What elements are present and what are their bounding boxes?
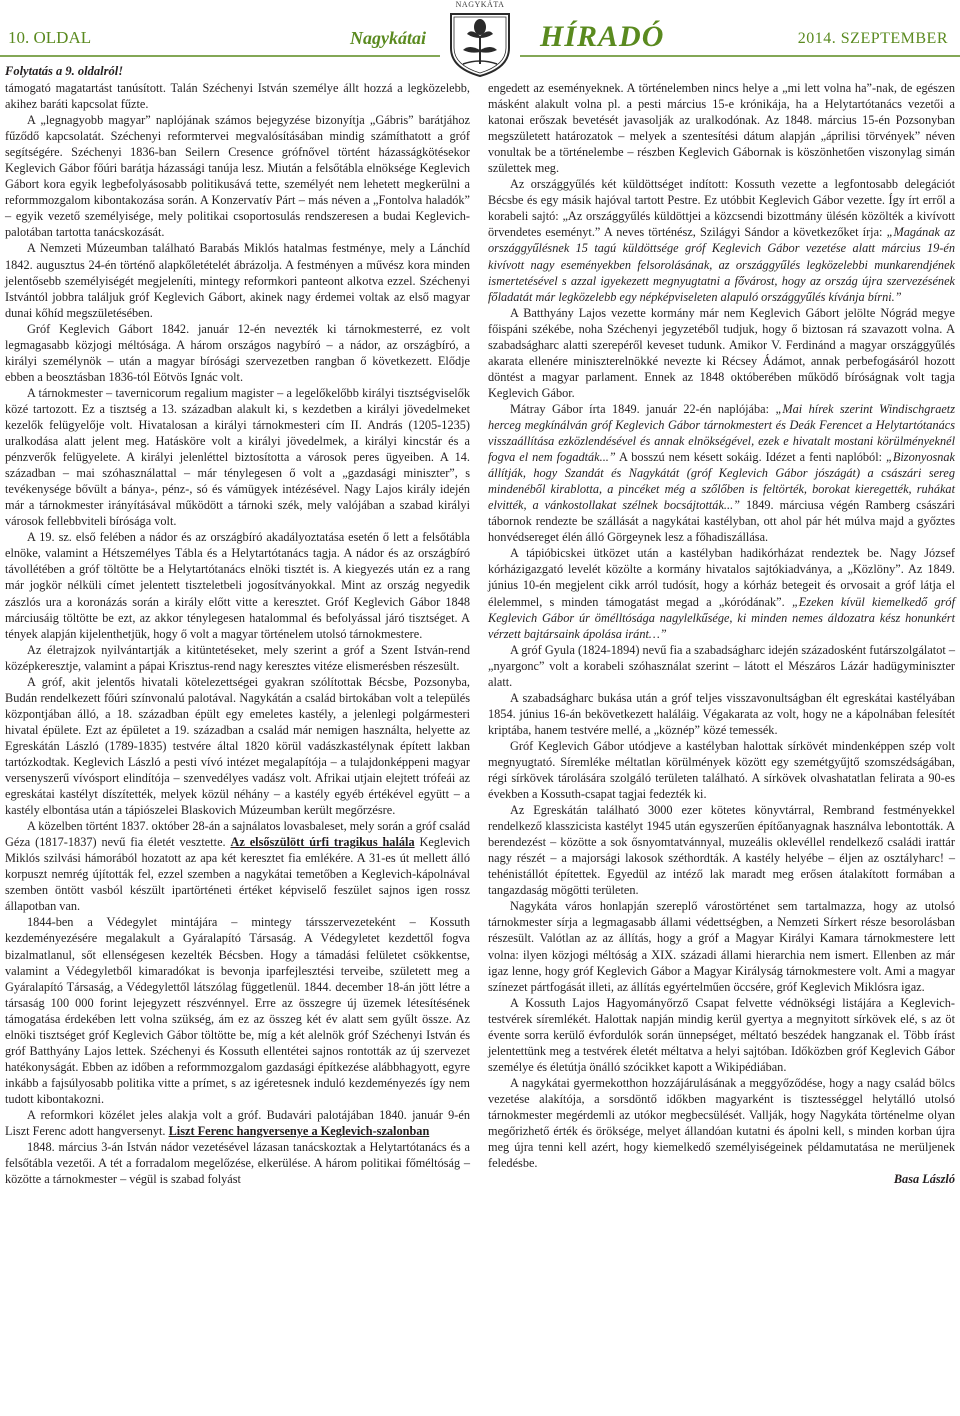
paragraph-text: A tápióbicskei ütközet után a kastélyban hadikórházat rendeztek be. Nagy József kórházigazgató levelét közölte a kormány hivatalos sajtókiadványa, a „Közlöny”. Az 1849. június 10-én megjelent cikk arról tudósít, hogy a kórház betegeit és orvosait a gróf látja el élelemmel, s minden támogatást megad a „kóródának”. bbox=[488, 546, 955, 609]
paragraph: A Batthyány Lajos vezette kormány már nem Keglevich Gábort jelölte Nógrád megye főispáni székébe, noha Széchenyi jegyzetéből tudjuk, hogy ő biztosan rá szavazott volna. A szabadságharc alatti szerepéről keveset tudunk. Amikor V. Ferdinánd a magyar országgyűlés akarata ellenére miniszterelnökké nevezte ki Récsey Ádámot, annak perbefogásáról hozott döntést a magyar parlament. Ennek az 1848 októberében működő bíróságnak volt tagja Keglevich Gábor. bbox=[488, 305, 955, 400]
paragraph-text: 1849. márciusa végén Ramberg császári tábornok rendezte be szállását a nagykátai kastélyban, ott ahol pár hét múlva majd a győztes honvédsereget élén álló Görgeynek lesz a főhadiszállása. bbox=[488, 498, 955, 545]
subheading-underlined: Az elsőszülött úrfi tragikus halála bbox=[230, 835, 415, 850]
right-column bbox=[488, 80, 955, 1187]
quote: „Mai hírek szerint Windischgraetz herceg megkínálván gróf Keglevich Gábor tárnokmestert és Deák Ferencet a Helytartótanács visszaállítása ezközlendésével és annak elnökségével, ezek e hivatalt mostani körülményeknél fogva el nem fogadták...” bbox=[488, 401, 955, 465]
paragraph-text: A bosszú nem késett sokáig. Idézet a fenti naplóból: bbox=[619, 450, 883, 465]
author-signature: Basa László bbox=[893, 1172, 955, 1187]
paragraph: A Nemzeti Múzeumban található Barabás Miklós hatalmas festménye, mely a Lánchíd 1842. augusztus 24-én történő alapkőletételét ábrázolja. A festményen a művész kora minden jelentősebb személyiségét megjeleníti, mintegy reformkori panteont alkotva ezzel. Széchenyi Istvántól jobbra találjuk gróf Keglevich Gábort, akinek nagy érdemei voltak az első magyar dunai kőhíd megszületésében. bbox=[5, 241, 470, 320]
quote: „Ezeken kívül kiemelkedő gróf Keglevich Gábor úr ömélltósága nagylelkűsége, ki minden nemes áldozatra kész honunkért vérzett bajtársaink ápolása iránt…” bbox=[488, 594, 955, 641]
paragraph-text: Keglevich Miklós szilvási hámorából hozatott az apa két keresztet fia emlékére. A 31-es út mellett álló korpuszt nemrég újították fel, ezzel szemben a nagykátai temetőben a Keglevich-kápolnával szemben öntött vasból készült ipartörténeti értéket képviselő feszület sajnos igen rossz állapotban van. bbox=[5, 835, 471, 914]
paragraph: 1844-ben a Védegylet mintájára – mintegy társszervezeteként – Kossuth kezdeményezésére megalakult a Gyáralapító Társaság. A Védegyletet kezdettől fogva bizalmatlanul, sőt ellenségesen kezelték Bécsben. Hogy a támadási felületet csökkentse, valamint a Védegyletből kimaradókat is bevonja iparfejlesztési terveibe, született meg a Gyáralapító Társaság, a Védegylettől látszólag függetlenül. 1844. december 18-án jött létre a társaság 100 000 forint lejegyzett részvénnyel. Erre az összegre új üzemek létesítésének támogatása érdekében lett volna szükség, ám ez az összeg két év alatt sem gyűlt össze. Az elnöki tisztséget gróf Keglevich Gábor töltötte be, míg a két alelnök gróf Széchenyi István és gróf Batthyány Lajos lettek. Széchenyi és Kossuth ellentétei sajnos rontották az új szervezet hatékonyságát. Ebben az időben a reformmozgalom gazdasági építkezése alábbhagyott, egyre inkább a fajsúlyosabb politika vitte a prímet, s az igéretesnek induló kezdeményezés így nem tudott kibontakozni. bbox=[5, 915, 470, 1106]
paragraph: támogató magatartást tanúsított. Talán Széchenyi István személye állt hozzá a legközelebb, akihez baráti kapcsolat fűzte. bbox=[5, 81, 470, 112]
continuation-note: Folytatás a 9. oldalról! bbox=[5, 64, 124, 78]
issue-date: 2014. SZEPTEMBER bbox=[797, 30, 948, 47]
paragraph: 1848. március 3-án István nádor vezetésével lázasan tanácskoztak a Helytartótanács és a felsőtábla vezetői. A tét a forradalom megelőzése, elkerülése. A három politikai főméltóság – közötte a tárnokmester – végül is szabad folyást bbox=[5, 1140, 470, 1187]
quote: „Bizonyosnak állítják, hogy Szandát és Nagykátát (gróf Keglevich Gábor jószágát) a császári sereg mindenéből kirablotta, a pincéket még a szőlőben is feltörték, borokat kieregették, ruhákat elvitték, a vánkostollakat szélnek bocsájtották...” bbox=[488, 450, 956, 513]
masthead-hirado: HÍRADÓ bbox=[540, 20, 665, 53]
coat-of-arms-icon bbox=[443, 2, 517, 78]
quote: „Magának az országgyűlésnek 15 tagú küldöttsége gróf Keglevich Gábor vezetése alatt március 19-én kivívott nagy eseményekben felsorolásának, az országgyűlés legközelebbi munkarendjének ismertetésével s azzal igyekezett megnyugtatni a fővárost, hogy az ország újra szervezésének főladatát már legközelebb egy népképviseleten alapuló országgyűlés kívánja bírni.” bbox=[488, 225, 956, 304]
paragraph: Az életrajzok nyilvántartják a kitüntetéseket, mely szerint a gróf a Szent István-rend középkeresztje, valamint a pápai Krisztus-rend nagy keresztes vitéze elismerésben részesült. bbox=[5, 642, 470, 673]
paragraph-text: Mátray Gábor írta 1849. január 22-én naplójába: bbox=[510, 401, 770, 416]
paragraph: A nagykátai gyermekotthon hozzájárulásának a meggyőződése, hogy a nagy család bölcs vezetése alakítója, a sorsdöntő időkben magyarként is tisztességgel helytálló utolsó tárnokmester megérdemli az utókor megbecsülését. Vallják, hogy Nagykáta történelme olyan megőrizhető érték és öröksége, melyet állandóan kutatni és ápolni kell, s minden korban újra meg újra tenni kell azért, hogy kiemelkedő személyiségeinek példamutatása ne merüljenek feledésbe. bbox=[488, 1075, 955, 1171]
paragraph: A szabadságharc bukása után a gróf teljes visszavonultságban élt egreskátai kastélyában 1854. június 16-án bekövetkezett haláláig. Végakarata az volt, hogy ne a kápolnában felesítét kriptába, hanem testvére mellé, a „köznép” közé temessék. bbox=[488, 690, 955, 737]
paragraph: engedett az eseményeknek. A történelemben nincs helye a „mi lett volna ha”-nak, de egészen másként alakult volna pl. a pesti március 15-e krónikája, ha a Helytartótanács vezetői a katonai erőszak bevetését javasolják az uralkodónak. Az 1848. március 15-én Pozsonyban megszületett határozatok – melyek a szentesítési dátum alapján „áprilisi törvények” néven vonultak be a történelembe – részben Keglevich Gábornak is köszönhetően viszonylag simán születtek meg. bbox=[488, 81, 955, 176]
page-number: 10. OLDAL bbox=[8, 28, 92, 47]
crest-label: NAGYKÁTA bbox=[455, 0, 505, 9]
paragraph: Gróf Keglevich Gábort 1842. január 12-én nevezték ki tárnokmesterré, ez volt legmagasabb közjogi méltósága. A három országos nagybíró – a nádor, az országbíró, a királyi személynök – után a magyar bírósági szervezetben rangban ő következett. Elődje ebben a beosztásban 1836-tól Eötvös Ignác volt. bbox=[5, 321, 470, 384]
masthead-nagykatai: Nagykátai bbox=[350, 28, 426, 48]
paragraph: A gróf Gyula (1824-1894) nevű fia a szabadságharc idején századosként futárszolgálatot – „nyargonc” volt a korabeli szóhasználat szerint – látott el Mészáros Lázár hadügyminiszter alatt. bbox=[488, 642, 955, 689]
paragraph bbox=[5, 1107, 470, 1139]
paragraph bbox=[488, 176, 955, 304]
paragraph: A 19. sz. első felében a nádor és az országbíró akadályoztatása esetén ő lett a felsőtábla elnöke, valamint a Hétszemélyes Tábla és a Helytartótanács tagja. A nádor és az országbíró távollétében a gróf töltötte be a Helytartótanács elnöki tisztét is. A kiegyezés után ez a rang már jogkör nélküli címet jelentett tiszteletbeli jogosítványokkal. Mint az ország negyedik zászlós ura a koronázás során a király előtt vitte a keresztet. Gróf Keglevich Gábor 1848 márciusáig töltötte be ezt, az akkor ténylegesen hatalommal és befolyással járó tisztséget. A tények alapján kijelenthetjük, hogy ő volt a magyar történelem utolsó tárnokmestere. bbox=[5, 530, 470, 641]
paragraph: Nagykáta város honlapján szereplő várostörténet sem tartalmazza, hogy az utolsó tárnokmester sírja a legmagasabb állami védettségben, a Nemzeti Sírkert része besorolásban részesült. Valótlan az az állítás, hogy a gróf a Magyar Királyi Kamara tárnokmestere lett volna: ilyen közjogi méltóság a XIX. századi állami hierarchia nem ismert. Ellenben az már igaz lenne, hogy gróf Keglevich Gábor a Magyar Királyság tárnokmestere volt. Ami a magyar színezet pártfogását illeti, az állítás egyértelműen öccsére, gróf Keglevich Miklósra igaz. bbox=[488, 899, 955, 994]
paragraph: A „legnagyobb magyar” naplójának számos bejegyzése bizonyítja „Gábris” barátjához fűződő kapcsolatát. Széchenyi reformtervei megvalósításában mindig számíthatott a gróf segítségére. Széchenyi 1836-ban Seilern Cresence grófnővel történt házasságkötésekor Keglevich Gábor főúri barátja házassági tanúja lesz. Miután a felsőtábla elnöksége Keglevich Gábort kora egyik legbefolyásosabb politikusává tette, személyét nem lehetett megkerülni a reformmozgalom kibontakozása során. A Konzervatív Párt – más néven a „Fontolva haladók” – egyik vezető személyisége, mely politikai csoportosulás rendszeresen a budai Keglevich-palotában tartotta tanácskozását. bbox=[5, 113, 470, 240]
paragraph: Az Egreskátán található 3000 ezer kötetes könyvtárral, Rembrand festményekkel rendelkező klasszicista kastélyt 1945 után egyszerűen építőanyagnak használva lebontották. A berendezést – közötte a sok ősnyomtatvánnyal, muzeális oklevéllel rendelkező családi irattár nagy részét – a majorsági lakosok széthordták. A kastély helyébe – éljen az osztályharc! – tehénistállót építettek. Egyedül az intéző lak maradt meg erősen átalakított formában a tangazdaság mögötti területen. bbox=[488, 803, 955, 898]
paragraph bbox=[488, 545, 955, 641]
paragraph: A tárnokmester – tavernicorum regalium magister – a legelőkelőbb királyi tisztségviselők közé tartozott. Ez a tisztség a 13. században alakult ki, s kezdetben a királyi jövedelmeket kezelők felügyelője volt. Hivatalosan a királyi tárnokmesteri cím II. András (1205-1235) uralkodása alatt jelent meg. Hatásköre volt a királyi jövedelmek, a királyi kincstár és a pénzverők felügyelete. A királyi jelenléttel biztosította a városok peres ügyeiben. A 14. században – mai szóhasználattal – már ténylegesen ő volt a „gazdasági miniszter”, s tevékenysége bővült a bánya-, pénz-, só és vámügyek intézésével. Nagy Lajos király idején már a tárnokmester irányításával működött a tárnoki szék, mely valójában a szabad királyi városok fellebbviteli bírósága volt. bbox=[5, 385, 470, 529]
paragraph: A gróf, akit jelentős hivatali kötelezettségei gyakran szólítottak Bécsbe, Pozsonyba, Budán rendelkezett főúri színvonalú palotával. Nagykátán a család birtokában volt a település központjában álló, a 18. században épült egy emeletes kastély, a jelenlegi polgármesteri hivatal épülete. Ezt az épületet a 19. században a család már nemigen használta, helyette az Egreskátán László (1789-1835) testvére által 1820 körül vadászkastélynak épített lakban tartózkodtak. Keglevich László a pesti vívó intézet megalapítója – a tulajdonképpeni magyar versenyszerű vívósport elindítója – szenvedélyes vadász volt. Afrikai utjain elejtett trófeái az egreskátai kastélyt díszítették, melyek közül néhány – a kastély egyéb értékével együtt – a kastély elbontása után a tápiószelei Blaskovich Múzeumban került megőrzésre. bbox=[5, 674, 470, 818]
left-column bbox=[5, 80, 470, 1187]
paragraph bbox=[488, 401, 955, 545]
paragraph-text: A reformkori közélet jeles alakja volt a gróf. Budavári palotájában 1840. január 9-én Liszt Ferenc adott hangversenyt. bbox=[5, 1108, 470, 1139]
paragraph-text: Az országgyűlés két küldöttséget indított: Kossuth vezette a legfontosabb delegációt Bécsbe és egy másik hajóval tartott Pestre. Ez utóbbit Keglevich Gábor vezette. Így írt erről a korabeli sajtó: „Az országgyűlés küldöttjei a közcsendi bizottmány ülésén közölték a kivívott örvendetes eseményt.” A neves történész, Szilágyi Sándor a következőket írja: bbox=[488, 177, 955, 240]
page-header bbox=[0, 0, 960, 62]
subheading-underlined: Liszt Ferenc hangversenye a Keglevich-szalonban bbox=[168, 1124, 430, 1139]
paragraph bbox=[5, 818, 470, 914]
paragraph-text: A közelben történt 1837. október 28-án a sajnálatos lovasbaleset, mely során a gróf család Géza (1817-1837) nevű fia életét vesztette. bbox=[5, 819, 470, 850]
paragraph: A Kossuth Lajos Hagyományőrző Csapat felvette védnökségi listájára a Keglevich-testvérek síremlékét. Halottak napján mindig kerül gyertya a megnyitott sírkövek elé, s az öt évente sorra kerülő évfordulók során ünnepséget, méltató beszédek hangzanak el. Több írást jelentettünk meg a testvérek életét méltatva a helyi sajtóban. Időközben gróf Keglevich Gábor személye és életútja önálló szócikket kapott a Wikipédiában. bbox=[488, 995, 955, 1074]
paragraph: Gróf Keglevich Gábor utódjeve a kastélyban halottak sírkövét mindenképpen szép volt megnyugtató. Síremléke méltatlan körülmények között egy szemétgyűjtő szomszédságában, régi sírkövek tárolására szolgáló területen található. A sírkövek olvashatatlan felirata a 90-es években a Kossuth-csapat tagjai fedezték ki. bbox=[488, 738, 955, 802]
